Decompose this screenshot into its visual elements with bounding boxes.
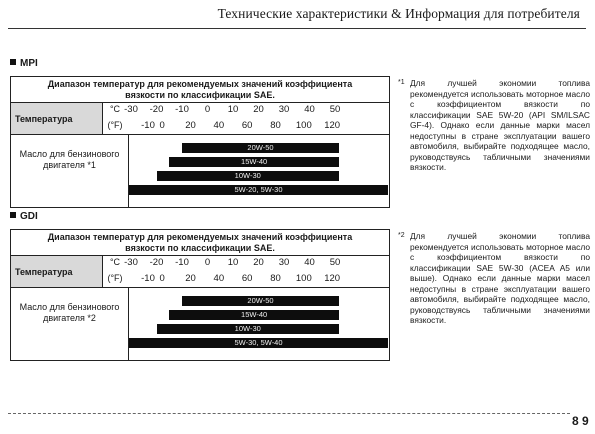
footnote-marker: *2 xyxy=(398,232,405,239)
footnote-text: Для лучшей экономии топлива рекомендуется использовать моторное масло с коэффициентом вязкости по классификации SAE 5W-30 (ACEA A5 или выше). Однако если данные марки масел недоступны в стране эксплуатации вашего автомобиля, выбирайте подходящее масло, руководствуясь табличными значениями вязкости. xyxy=(410,231,590,325)
celsius-tick: 0 xyxy=(204,257,211,268)
viscosity-bar: 10W-30 xyxy=(157,324,340,334)
caption-line-1: Диапазон температур для рекомендуемых значений коэффициента xyxy=(47,232,353,242)
celsius-tick: 30 xyxy=(278,104,290,115)
header-divider xyxy=(8,28,586,29)
footnote-marker: *1 xyxy=(398,79,405,86)
celsius-tick: 20 xyxy=(253,104,264,115)
fahrenheit-tick: 120 xyxy=(324,120,341,131)
section-title-0 xyxy=(10,58,38,69)
viscosity-table xyxy=(10,229,390,361)
fahrenheit-tick: 60 xyxy=(241,273,253,284)
fahrenheit-tick: 40 xyxy=(213,273,225,284)
celsius-tick: 10 xyxy=(227,257,239,268)
caption-line-1: Диапазон температур для рекомендуемых значений коэффициента xyxy=(47,79,353,89)
oil-type-label: Масло для бензинового двигателя *2 xyxy=(11,288,129,360)
celsius-tick: 50 xyxy=(329,257,341,268)
section-marker-square xyxy=(10,212,16,218)
section-title-text: MPI xyxy=(20,58,38,69)
celsius-tick: -20 xyxy=(149,104,164,115)
fahrenheit-tick: 40 xyxy=(213,120,225,131)
header-title: Технические характеристики & Информация для потребителя xyxy=(217,6,580,21)
celsius-tick: -10 xyxy=(175,257,189,268)
celsius-tick: 30 xyxy=(278,257,290,268)
table-caption xyxy=(11,77,389,103)
temperature-scale xyxy=(103,256,389,288)
viscosity-bar: 5W-20, 5W-30 xyxy=(129,185,388,195)
viscosity-bar: 20W-50 xyxy=(182,143,339,153)
viscosity-bar: 10W-30 xyxy=(157,171,340,181)
footnote xyxy=(398,231,590,326)
viscosity-bar: 20W-50 xyxy=(182,296,339,306)
fahrenheit-tick: 120 xyxy=(324,273,341,284)
celsius-tick: -30 xyxy=(124,257,138,268)
fahrenheit-tick: -10 xyxy=(141,273,155,284)
footnote xyxy=(398,78,590,173)
page-number: 8 9 xyxy=(572,414,589,428)
viscosity-bar: 15W-40 xyxy=(169,157,339,167)
celsius-tick: 40 xyxy=(304,104,315,115)
temperature-label: Температура xyxy=(11,103,103,135)
footnote-text: Для лучшей экономии топлива рекомендуется использовать моторное масло с коэффициентом вязкости по классификации SAE 5W-20 (API SM/ILSAC GF-4). Однако если данные марки масел недоступны в стране эксплуатации вашего автомобиля, выбирайте подходящее масло, руководствуясь табличными значениями вязкости. xyxy=(410,78,590,172)
oil-type-label: Масло для бензинового двигателя *1 xyxy=(11,135,129,207)
fahrenheit-tick: 20 xyxy=(185,120,196,131)
fahrenheit-unit: (°F) xyxy=(107,120,123,130)
fahrenheit-tick: 100 xyxy=(295,120,312,131)
celsius-tick: 40 xyxy=(304,257,315,268)
celsius-tick: -20 xyxy=(149,257,164,268)
viscosity-bar: 15W-40 xyxy=(169,310,339,320)
temperature-label: Температура xyxy=(11,256,103,288)
fahrenheit-tick: -10 xyxy=(141,120,155,131)
celsius-unit: °C xyxy=(109,104,121,114)
celsius-unit: °C xyxy=(109,257,121,267)
celsius-tick: 0 xyxy=(204,104,211,115)
fahrenheit-tick: 100 xyxy=(295,273,312,284)
section-marker-square xyxy=(10,59,16,65)
section-title-text: GDI xyxy=(20,211,38,222)
footer-divider xyxy=(8,413,570,414)
fahrenheit-tick: 0 xyxy=(159,120,165,131)
celsius-tick: 50 xyxy=(329,104,341,115)
celsius-tick: -30 xyxy=(124,104,138,115)
celsius-tick: 20 xyxy=(253,257,264,268)
fahrenheit-unit: (°F) xyxy=(107,273,123,283)
fahrenheit-tick: 80 xyxy=(270,273,281,284)
fahrenheit-tick: 20 xyxy=(185,273,196,284)
viscosity-bar: 5W-30, 5W-40 xyxy=(129,338,388,348)
fahrenheit-tick: 0 xyxy=(159,273,165,284)
caption-line-2: вязкости по классификации SAE. xyxy=(125,90,275,100)
viscosity-table xyxy=(10,76,390,208)
temperature-scale xyxy=(103,103,389,135)
table-caption xyxy=(11,230,389,256)
fahrenheit-tick: 80 xyxy=(270,120,281,131)
section-title-1 xyxy=(10,211,38,222)
celsius-tick: -10 xyxy=(175,104,189,115)
celsius-tick: 10 xyxy=(227,104,239,115)
caption-line-2: вязкости по классификации SAE. xyxy=(125,243,275,253)
fahrenheit-tick: 60 xyxy=(241,120,253,131)
